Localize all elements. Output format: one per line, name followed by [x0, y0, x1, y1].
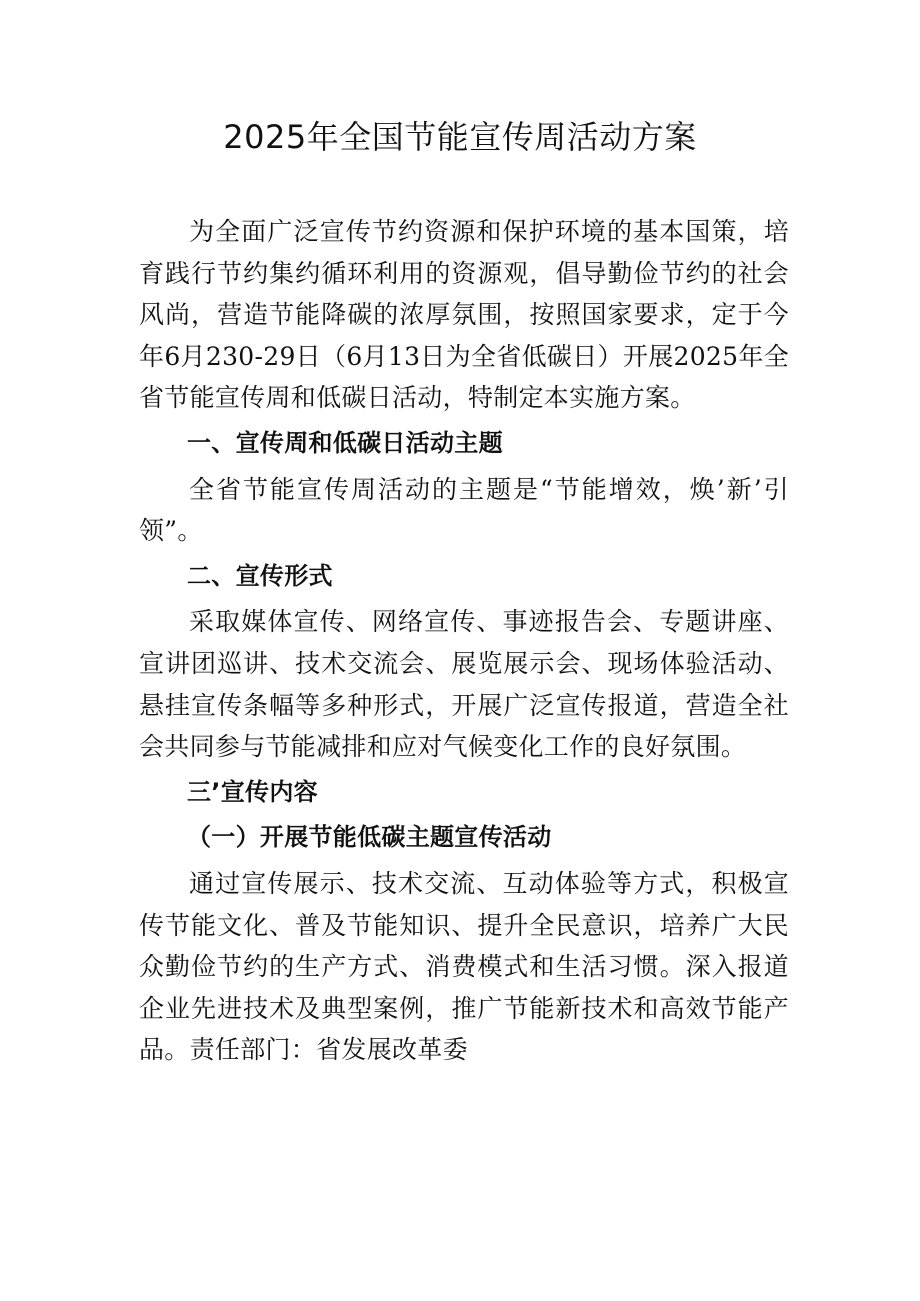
section-heading-format: 二、宣传形式: [187, 561, 333, 590]
section-heading-theme: 一、宣传周和低碳日活动主题: [187, 428, 503, 457]
section-text-content: 通过宣传展示、技术交流、互动体验等方式，积极宣传节能文化、普及节能知识、提升全民意识，培养广大民众勤俭节约的生产方式、消费模式和生活习惯。深入报道企业先进技术及典型案例，推广节能新技术和高效节能产品。责任部门：省发展改革委: [139, 868, 789, 1065]
section-text-format: 采取媒体宣传、网络宣传、事迹报告会、专题讲座、宣讲团巡讲、技术交流会、展览展示会、现场体验活动、悬挂宣传条幅等多种形式，开展广泛宣传报道，营造全社会共同参与节能减排和应对气候变化工作的良好氛围。: [139, 607, 789, 762]
intro-paragraph: 为全面广泛宣传节约资源和保护环境的基本国策，培育践行节约集约循环利用的资源观，倡导勤俭节约的社会风尚，营造节能降碳的浓厚氛围，按照国家要求，定于今年6月230-29日（6月13日为全省低碳日）开展2025年全省节能宣传周和低碳日活动，特制定本实施方案。: [139, 217, 789, 413]
document-title: 2025年全国节能宣传周活动方案: [223, 118, 697, 156]
document-body: [139, 211, 789, 1071]
section-subheading-activities: （一）开展节能低碳主题宣传活动: [187, 823, 552, 852]
section-text-theme: 全省节能宣传周活动的主题是“节能增效，焕’新’引领”。: [139, 474, 789, 546]
section-heading-content: 三’宣传内容: [187, 777, 318, 806]
